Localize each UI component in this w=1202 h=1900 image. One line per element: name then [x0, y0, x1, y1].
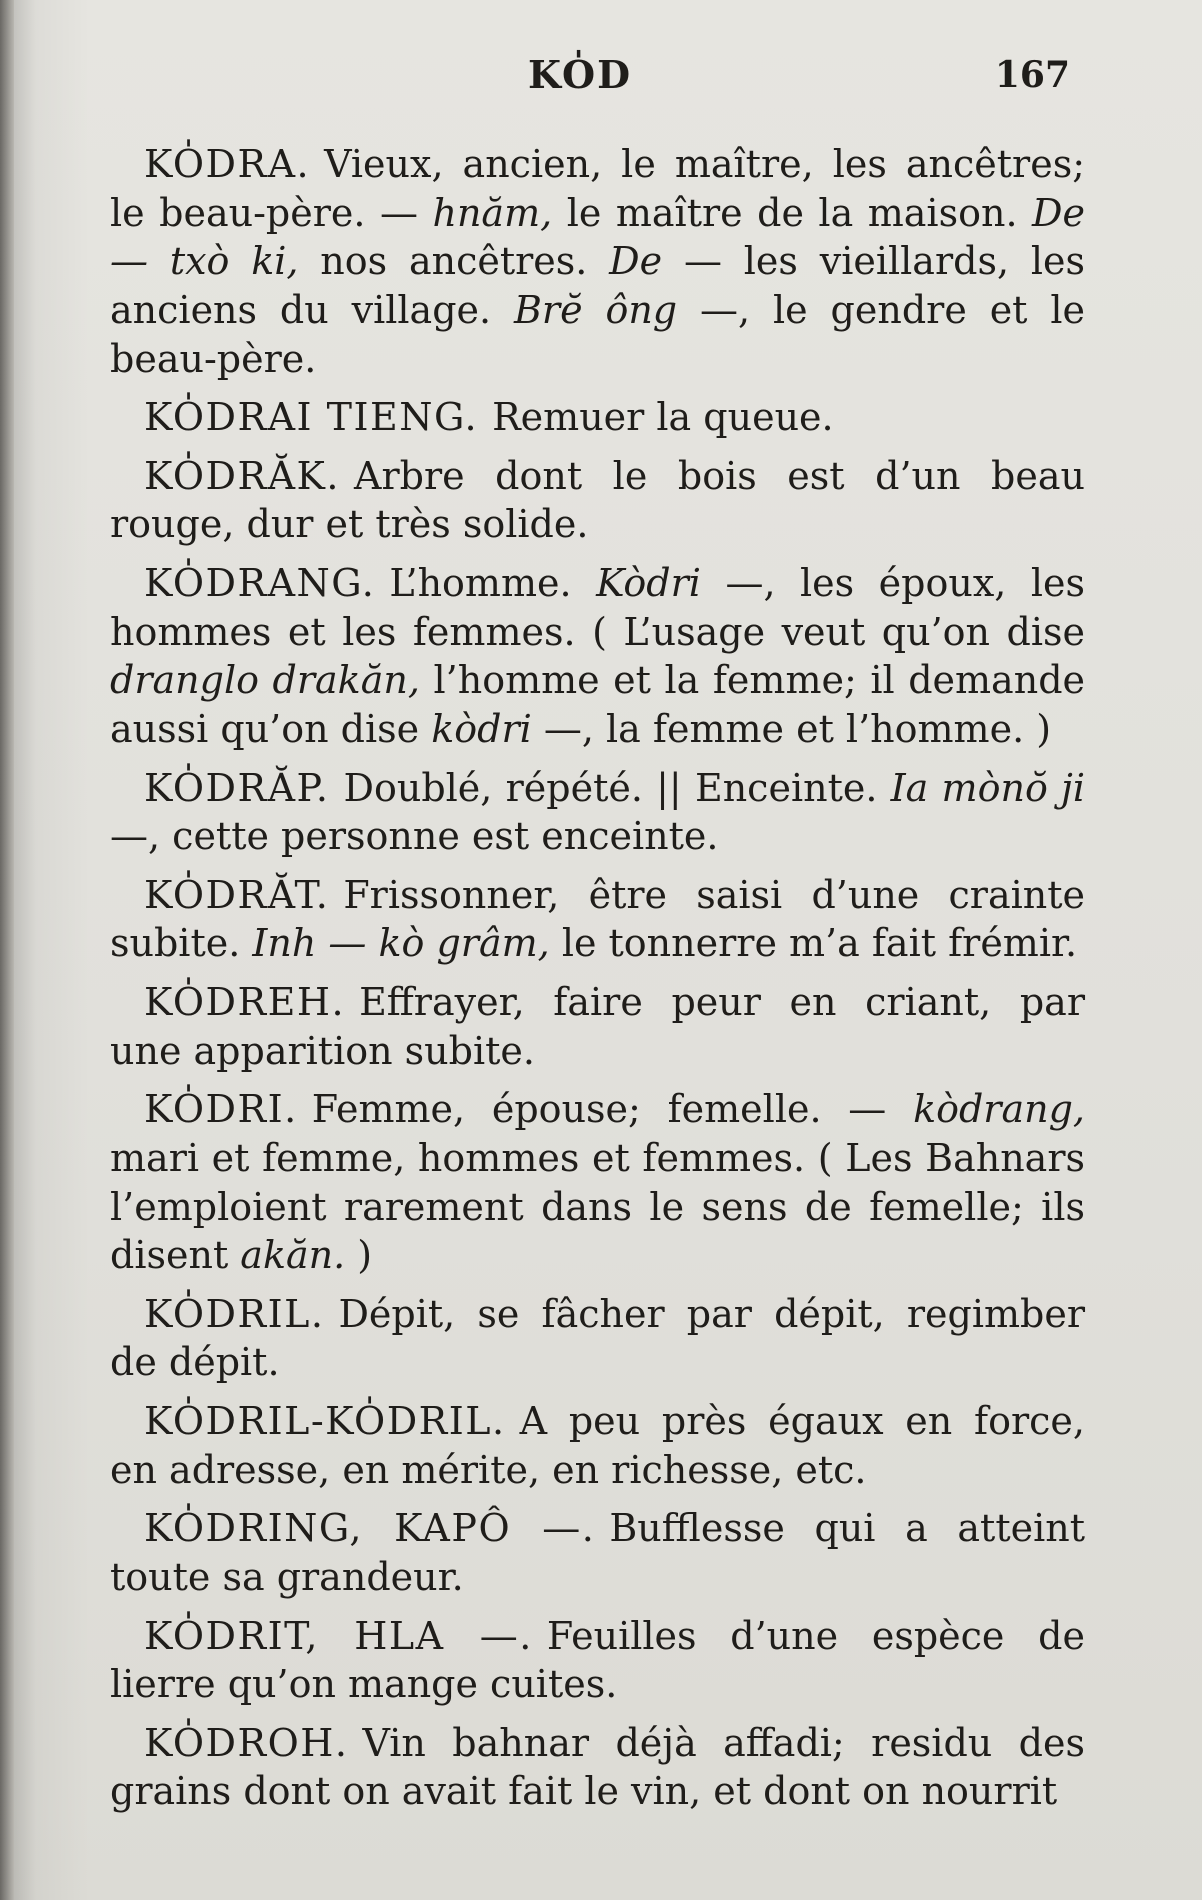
- entry-definition-text: Feuilles d’une espèce de lierre qu’on mange cuites.: [110, 1613, 1085, 1707]
- entry-definition-text: Arbre dont le bois est d’un beau rouge, dur et très solide.: [110, 453, 1085, 547]
- dictionary-entry: [110, 1719, 1085, 1816]
- entry-headword: KO̍DRA.: [144, 142, 311, 186]
- dictionary-entry: [110, 764, 1085, 861]
- entry-headword: KO̍DREH.: [144, 980, 346, 1024]
- dictionary-entry: [110, 1290, 1085, 1387]
- entry-example-term: De — txò ki,: [110, 190, 1085, 284]
- entry-headword: KO̍DRANG.: [144, 561, 376, 605]
- entry-definition-text: nos ancêtres.: [298, 239, 610, 284]
- entry-headword: KO̍DRING, KAPÔ —.: [144, 1506, 596, 1551]
- entry-example-term: akăn.: [240, 1233, 346, 1278]
- dictionary-entry: [110, 559, 1085, 754]
- entry-definition-text: Vin bahnar déjà affadi; residu des grains dont on avait fait le vin, et dont on nourrit: [110, 1720, 1085, 1814]
- entry-definition-text: A peu près égaux en force, en adresse, en mérite, en richesse, etc.: [110, 1399, 1085, 1492]
- dictionary-entry: [110, 1504, 1085, 1601]
- entry-example-term: Kòdri: [596, 561, 701, 605]
- entry-definition-text: ): [345, 1233, 373, 1278]
- dictionary-entry: [110, 1085, 1085, 1280]
- dictionary-entry: [110, 140, 1085, 383]
- entry-headword: KO̍DRAI TIENG.: [144, 395, 479, 440]
- entry-example-term: Ia mònŏ ji: [890, 765, 1085, 810]
- entry-example-term: Inh — kò grâm,: [252, 921, 550, 966]
- dictionary-entry: [110, 393, 1085, 442]
- dictionary-entry: [110, 452, 1085, 549]
- entry-example-term: kòdri: [431, 706, 532, 751]
- entry-definition-text: Doublé, répété. || Enceinte.: [343, 765, 891, 810]
- entry-definition-text: Dépit, se fâcher par dépit, regimber de dépit.: [110, 1291, 1085, 1385]
- entry-example-term: kòdrang,: [913, 1087, 1085, 1132]
- entry-definition-text: Bufflesse qui a atteint toute sa grandeur.: [110, 1506, 1085, 1599]
- entry-definition-text: Remuer la queue.: [492, 395, 834, 440]
- entry-example-term: hnăm,: [432, 190, 553, 235]
- entry-example-term: dranglo drakăn,: [110, 658, 420, 703]
- dictionary-entry: [110, 871, 1085, 968]
- running-head: KO̍D: [528, 52, 633, 97]
- dictionary-entry: [110, 978, 1085, 1075]
- entry-definition-text: L’homme.: [389, 561, 597, 605]
- entry-headword: KO̍DRĂK.: [144, 453, 341, 498]
- entry-definition-text: le tonnerre m’a fait frémir.: [549, 921, 1078, 966]
- entry-definition-text: —, le gendre et le beau-père.: [110, 287, 1085, 381]
- entry-headword: KO̍DRIT, HLA —.: [144, 1613, 533, 1658]
- entry-definition-text: l’homme et la femme; il demande aussi qu’on dise: [110, 658, 1086, 751]
- dictionary-entries: [110, 140, 1085, 1826]
- entry-definition-text: mari et femme, hommes et femmes. ( Les Bahnars l’emploient rarement dans le sens de femelle; ils disent: [110, 1135, 1085, 1278]
- entry-example-term: De: [609, 239, 663, 284]
- entry-definition-text: Frissonner, être saisi d’une crainte subite.: [110, 872, 1085, 966]
- entry-definition-text: Femme, épouse; femelle. —: [311, 1087, 914, 1132]
- entry-headword: KO̍DRIL.: [144, 1291, 325, 1336]
- binding-gutter: [0, 0, 14, 1900]
- entry-definition-text: Effrayer, faire peur en criant, par une apparition subite.: [110, 980, 1085, 1073]
- entry-definition-text: —, cette personne est enceinte.: [110, 814, 719, 859]
- entry-headword: KO̍DRI.: [144, 1087, 298, 1132]
- entry-headword: KO̍DRIL-KO̍DRIL.: [144, 1399, 506, 1443]
- page-number: 167: [994, 54, 1070, 96]
- entry-headword: KO̍DRĂP.: [144, 765, 330, 810]
- entry-definition-text: Vieux, ancien, le maître, les ancêtres; le beau-père. —: [110, 142, 1085, 235]
- dictionary-entry: [110, 1397, 1085, 1494]
- entry-definition-text: le maître de la maison.: [552, 190, 1033, 235]
- entry-headword: KO̍DRĂT.: [144, 872, 330, 917]
- entry-definition-text: — les vieillards, les anciens du village.: [110, 239, 1085, 332]
- entry-example-term: Brĕ ông: [513, 287, 678, 332]
- page-header: [110, 52, 1070, 112]
- entry-definition-text: —, les époux, les hommes et les femmes. ( L’usage veut qu’on dise: [110, 561, 1085, 654]
- dictionary-entry: [110, 1612, 1085, 1709]
- entry-headword: KO̍DROH.: [144, 1720, 349, 1765]
- entry-definition-text: —, la femme et l’homme. ): [531, 706, 1052, 751]
